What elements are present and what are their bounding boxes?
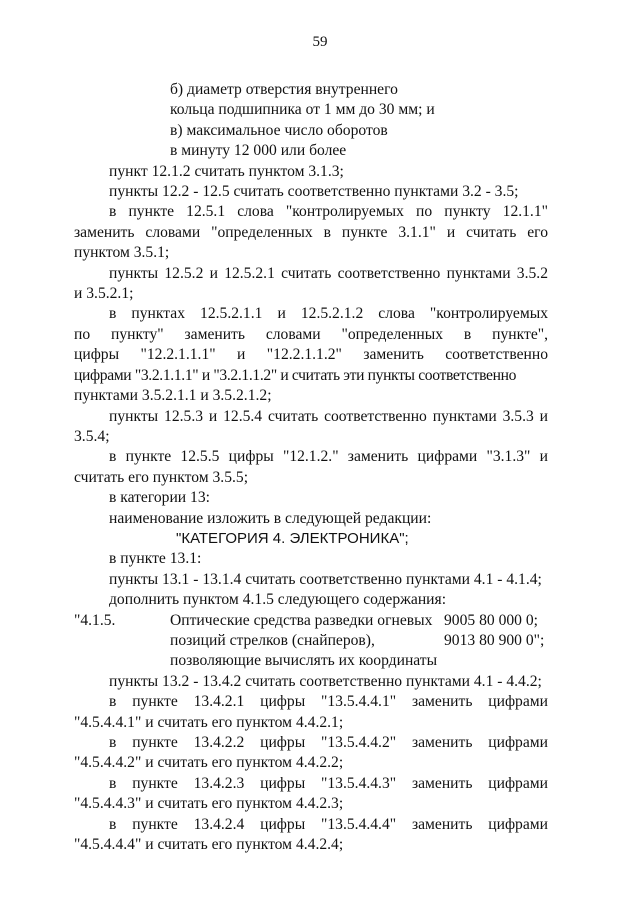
table-row	[74, 611, 548, 631]
text-line: пунктом 3.5.1;	[74, 244, 170, 262]
text-line: в пункте 12.5.1 слова "контролируемых по пункту 12.1.1"	[109, 203, 548, 221]
text-line: б) диаметр отверстия внутреннего	[170, 81, 398, 98]
text-line: в пунктах 12.5.2.1.1 и 12.5.2.1.2 слова "контролируемых	[109, 305, 548, 323]
text-line: пункты 13.1 - 13.1.4 считать соответственно пунктами 4.1 - 4.1.4;	[109, 570, 542, 588]
text-line: в пункте 12.5.5 цифры "12.1.2." заменить цифрами "3.1.3" и	[109, 448, 548, 466]
text-line: в) максимальное число оборотов	[170, 121, 388, 139]
text-line: дополнить пунктом 4.1.5 следующего содержания:	[109, 591, 447, 609]
item-description: позволяющие вычислять их координаты	[170, 652, 438, 670]
text-line: цифры "12.2.1.1.1" и "12.2.1.1.2" заменить соответственно	[74, 346, 548, 364]
text-line: 3.5.4;	[74, 427, 110, 445]
item-code: 9005 80 000 0;	[444, 611, 538, 629]
text-line: наименование изложить в следующей редакции:	[109, 509, 432, 527]
text-line: в пункте 13.1:	[109, 550, 202, 568]
text-line: в категории 13:	[109, 489, 210, 507]
table-row	[74, 651, 548, 671]
text-line: пунктами 3.5.2.1.1 и 3.5.2.1.2;	[74, 387, 272, 405]
text-line: в минуту 12 000 или более	[170, 142, 347, 160]
text-line: в пункте 13.4.2.1 цифры "13.5.4.4.1" заменить цифрами	[109, 693, 548, 711]
text-line: пункты 13.2 - 13.4.2 считать соответственно пунктами 4.1 - 4.4.2;	[109, 672, 542, 690]
text-line: пункты 12.2 - 12.5 считать соответственно пунктами 3.2 - 3.5;	[109, 183, 519, 201]
item-code: 9013 80 900 0";	[444, 631, 545, 649]
text-line: заменить словами "определенных в пункте 3.1.1" и считать его	[74, 223, 548, 241]
text-line: в пункте 13.4.2.3 цифры "13.5.4.4.3" заменить цифрами	[109, 774, 548, 792]
text-line: по пункту" заменить словами "определенных в пункте",	[74, 325, 548, 343]
text-line: пункты 12.5.3 и 12.5.4 считать соответственно пунктами 3.5.3 и	[109, 407, 548, 425]
text-line: "4.5.4.4.4" и считать его пунктом 4.4.2.4;	[74, 835, 344, 853]
item-number: "4.1.5.	[74, 611, 116, 629]
text-line: "4.5.4.4.1" и считать его пунктом 4.4.2.1;	[74, 713, 344, 731]
text-line: пункт 12.1.2 считать пунктом 3.1.3;	[109, 162, 344, 180]
text-line: считать его пунктом 3.5.5;	[74, 468, 249, 486]
text-line: пункты 12.5.2 и 12.5.2.1 считать соответственно пунктами 3.5.2	[109, 264, 548, 282]
page-number: 59	[312, 34, 328, 50]
text-line: в пункте 13.4.2.2 цифры "13.5.4.4.2" заменить цифрами	[109, 733, 548, 751]
category-heading: "КАТЕГОРИЯ 4. ЭЛЕКТРОНИКА";	[176, 529, 409, 547]
table-row	[74, 631, 548, 651]
text-line: и 3.5.2.1;	[74, 285, 134, 303]
text-line: в пункте 13.4.2.4 цифры "13.5.4.4.4" заменить цифрами	[109, 815, 548, 833]
item-description: позиций стрелков (снайперов),	[170, 631, 375, 649]
text-line: "4.5.4.4.3" и считать его пунктом 4.4.2.3;	[74, 795, 344, 813]
text-line: кольца подшипника от 1 мм до 30 мм; и	[170, 101, 435, 119]
item-description: Оптические средства разведки огневых	[170, 611, 433, 629]
document-body	[74, 80, 548, 855]
text-line: "4.5.4.4.2" и считать его пунктом 4.4.2.2;	[74, 754, 344, 772]
text-line: цифрами "3.2.1.1.1" и "3.2.1.1.2" и считать эти пункты соответственно	[74, 366, 517, 384]
